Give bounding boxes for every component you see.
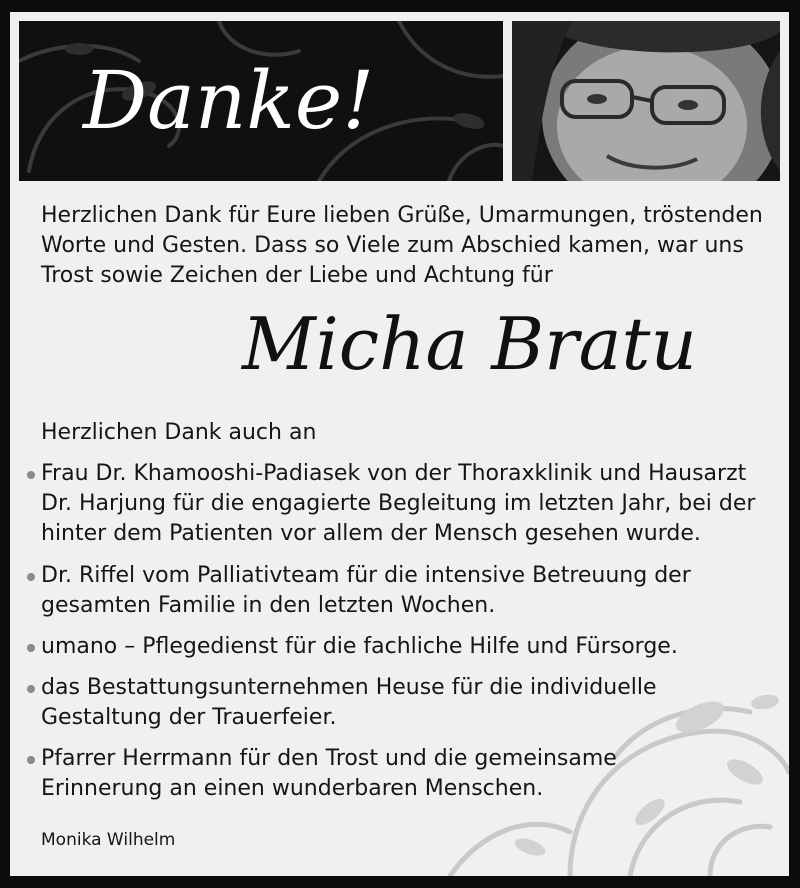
bullet-icon	[27, 644, 35, 652]
intro-line: Trost sowie Zeichen der Liebe und Achtung für	[41, 263, 553, 288]
list-item-line: Dr. Harjung für die engagierte Begleitung im letzten Jahr, bei der	[41, 491, 756, 516]
intro-line: Worte und Gesten. Dass so Viele zum Abschied kamen, war uns	[41, 233, 744, 258]
list-item-line: Gestaltung der Trauerfeier.	[41, 705, 337, 730]
list-item-line: das Bestattungsunternehmen Heuse für die individuelle	[41, 675, 657, 700]
list-item-line: umano – Pflegedienst für die fachliche Hilfe und Fürsorge.	[41, 634, 678, 659]
deceased-name: Micha Bratu	[242, 302, 697, 386]
list-item-line: Erinnerung an einen wunderbaren Menschen.	[41, 776, 544, 801]
list-item-line: Pfarrer Herrmann für den Trost und die gemeinsame	[41, 746, 617, 771]
bullet-icon	[27, 685, 35, 693]
signature: Monika Wilhelm	[41, 830, 176, 850]
list-item-line: Dr. Riffel vom Palliativteam für die intensive Betreuung der	[41, 563, 691, 588]
acknowledgement-list	[10, 12, 789, 876]
list-item-line: Frau Dr. Khamooshi-Padiasek von der Thoraxklinik und Hausarzt	[41, 461, 747, 486]
bullet-icon	[27, 756, 35, 764]
thanks-heading: Herzlichen Dank auch an	[41, 420, 317, 445]
bullet-icon	[27, 471, 35, 479]
bullet-icon	[27, 573, 35, 581]
intro-line: Herzlichen Dank für Eure lieben Grüße, Umarmungen, tröstenden	[41, 203, 763, 228]
obituary-card	[10, 12, 789, 876]
list-item-line: gesamten Familie in den letzten Wochen.	[41, 593, 496, 618]
page-title: Danke!	[83, 54, 375, 147]
list-item-line: hinter dem Patienten vor allem der Mensch gesehen wurde.	[41, 521, 701, 546]
